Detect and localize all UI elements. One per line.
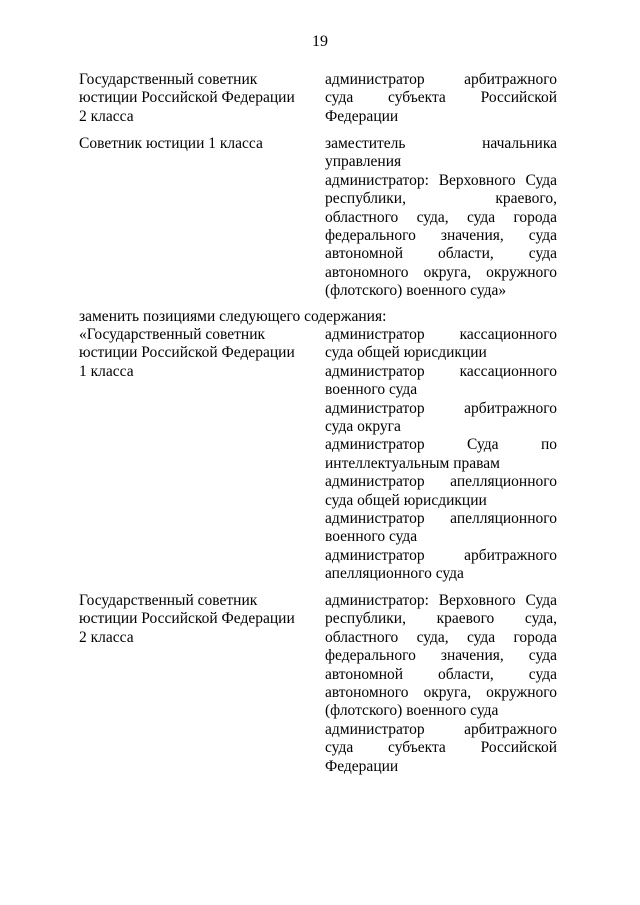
- position-line: [325, 647, 557, 665]
- position-line: [325, 436, 557, 454]
- position-word: администратор:: [325, 171, 429, 189]
- position-line: [325, 135, 557, 153]
- position-line: [325, 455, 557, 473]
- position-line: [325, 592, 557, 610]
- position-word: администратор: [325, 473, 425, 491]
- position-word: Верховного: [438, 592, 516, 609]
- rank-line: Государственный советник: [79, 592, 258, 609]
- rank-line: 1 класса: [79, 362, 134, 380]
- position-line: [325, 666, 557, 684]
- position-word: арбитражного: [464, 720, 557, 738]
- position-word: военного суда: [325, 528, 418, 546]
- position-word: значения,: [440, 647, 504, 665]
- position-word: администратор:: [325, 592, 429, 609]
- position-word: апелляционного: [450, 473, 557, 491]
- position-line: [325, 326, 557, 344]
- position-word: суда: [466, 208, 496, 226]
- position-word: интеллектуальным правам: [325, 454, 500, 472]
- position-line: [325, 264, 557, 282]
- position-word: Суда: [525, 592, 557, 609]
- position-line: [325, 721, 557, 739]
- position-word: суда: [528, 647, 557, 665]
- position-word: области,: [438, 245, 494, 263]
- position-word: администратор: [325, 326, 425, 343]
- position-word: областного: [325, 208, 399, 226]
- position-word: администратор: [325, 509, 425, 527]
- position-word: суда общей юрисдикции: [325, 491, 487, 509]
- positions-column: [325, 326, 557, 583]
- rank-line: юстиции Российской Федерации: [79, 89, 295, 107]
- rank-line: Государственный советник: [79, 71, 258, 88]
- position-line: [325, 528, 557, 546]
- position-line: [325, 702, 557, 720]
- position-word: суда: [325, 739, 354, 757]
- position-word: автономного: [325, 683, 409, 701]
- rank-line: 2 класса: [79, 107, 134, 125]
- position-word: Федерации: [325, 107, 399, 125]
- position-line: [325, 629, 557, 647]
- position-word: субъекта: [388, 89, 446, 107]
- position-line: [325, 381, 557, 399]
- position-word: окружного: [486, 683, 557, 701]
- position-line: [325, 227, 557, 245]
- position-line: [325, 610, 557, 628]
- position-word: автономного: [325, 263, 409, 281]
- position-line: [325, 684, 557, 702]
- position-word: города: [513, 208, 557, 226]
- position-line: [325, 565, 557, 583]
- position-word: краевого,: [495, 190, 557, 208]
- position-line: [325, 400, 557, 418]
- position-word: федерального: [325, 647, 416, 665]
- position-line: [325, 492, 557, 510]
- position-word: республики,: [325, 190, 406, 208]
- position-word: апелляционного суда: [325, 565, 464, 583]
- position-word: администратор: [325, 362, 425, 380]
- position-word: суда,: [416, 628, 449, 646]
- position-line: [325, 282, 557, 300]
- position-word: суда,: [416, 208, 449, 226]
- position-word: администратор: [325, 720, 425, 738]
- position-word: суда: [528, 665, 557, 683]
- position-word: администратор: [325, 71, 425, 88]
- position-word: администратор: [325, 546, 425, 564]
- position-word: Федерации: [325, 757, 399, 775]
- position-word: арбитражного: [464, 399, 557, 417]
- rank-column: [79, 135, 311, 153]
- position-word: краевого: [436, 610, 495, 628]
- position-word: суда: [466, 628, 496, 646]
- position-word: заместитель: [325, 135, 406, 152]
- position-word: Российской: [480, 89, 557, 107]
- position-line: [325, 190, 557, 208]
- position-word: округа,: [423, 683, 472, 701]
- positions-column: [325, 71, 557, 126]
- position-line: [325, 473, 557, 491]
- position-line: [325, 363, 557, 381]
- position-word: области,: [438, 665, 494, 683]
- position-word: Верховного: [438, 171, 516, 189]
- position-line: [325, 739, 557, 757]
- rank-line: Советник юстиции 1 класса: [79, 135, 263, 152]
- position-line: [325, 245, 557, 263]
- position-word: окружного: [486, 263, 557, 281]
- position-word: (флотского) военного суда: [325, 702, 499, 720]
- position-word: субъекта: [388, 739, 446, 757]
- rank-line: «Государственный советник: [79, 326, 266, 343]
- rank-column: [79, 326, 311, 381]
- position-word: суда,: [524, 610, 557, 628]
- position-word: округа,: [423, 263, 472, 281]
- position-word: значения,: [440, 226, 504, 244]
- position-line: [325, 153, 557, 171]
- position-word: арбитражного: [464, 546, 557, 564]
- position-line: [325, 172, 557, 190]
- position-word: Российской: [480, 739, 557, 757]
- rank-column: [79, 71, 311, 126]
- position-word: суда: [528, 226, 557, 244]
- rank-line: юстиции Российской Федерации: [79, 344, 295, 362]
- position-word: военного суда: [325, 381, 418, 399]
- position-line: [325, 71, 557, 89]
- position-word: Суда: [525, 171, 557, 189]
- positions-column: [325, 135, 557, 301]
- position-word: города: [513, 628, 557, 646]
- position-word: администратор: [325, 436, 425, 454]
- position-word: областного: [325, 628, 399, 646]
- position-line: [325, 209, 557, 227]
- position-word: республики,: [325, 610, 406, 628]
- position-word: суда округа: [325, 417, 401, 435]
- position-line: [325, 510, 557, 528]
- position-word: управления: [325, 153, 402, 171]
- position-word: Суда: [467, 436, 499, 454]
- position-word: (флотского) военного суда»: [325, 282, 507, 300]
- rank-line: 2 класса: [79, 628, 134, 646]
- position-word: автономной: [325, 245, 404, 263]
- position-word: федерального: [325, 226, 416, 244]
- page-number: 19: [312, 33, 328, 50]
- position-word: администратор: [325, 399, 425, 417]
- position-word: начальника: [482, 135, 557, 152]
- position-line: [325, 108, 557, 126]
- position-line: [325, 344, 557, 362]
- position-word: кассационного: [459, 362, 557, 380]
- position-word: апелляционного: [450, 509, 557, 527]
- position-line: [325, 547, 557, 565]
- position-line: [325, 418, 557, 436]
- position-line: [325, 758, 557, 776]
- rank-line: юстиции Российской Федерации: [79, 610, 295, 628]
- position-word: суда: [325, 89, 354, 107]
- rank-column: [79, 592, 311, 647]
- position-word: автономной: [325, 665, 404, 683]
- position-line: [325, 89, 557, 107]
- position-word: арбитражного: [464, 71, 557, 88]
- position-word: суда: [528, 245, 557, 263]
- position-word: суда общей юрисдикции: [325, 344, 487, 362]
- positions-column: [325, 592, 557, 776]
- position-word: по: [540, 436, 557, 454]
- replace-instruction: заменить позициями следующего содержания:: [79, 308, 387, 325]
- position-word: кассационного: [459, 326, 557, 343]
